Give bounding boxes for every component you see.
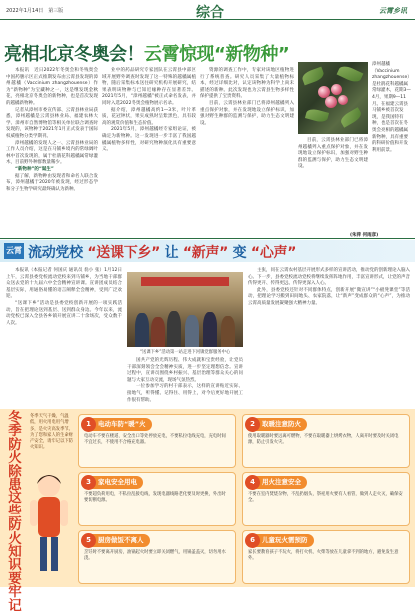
article1-subhead: “新物种”的“诞生” bbox=[15, 166, 54, 172]
fire-tip-text: 家长要教育孩子不玩火，将打火机、火柴等放在儿童拿不到的地方，避免发生意外。 bbox=[248, 550, 399, 562]
berry-shape bbox=[325, 96, 337, 108]
leaf-shape bbox=[339, 107, 364, 128]
fire-tip-box bbox=[242, 472, 410, 526]
fire-tip-title bbox=[247, 418, 307, 431]
audience-figure bbox=[167, 311, 181, 347]
headline2-part3: 让 bbox=[164, 245, 179, 261]
audience-figure bbox=[135, 313, 149, 347]
article1-col1-para1: 本报讯 近日2022年冬奥会和冬残奥会中国药膳示区正式推期发布由云霄县发现的漳州越橘（Vaccinium zhangzhouense）作为“新物种”为宝藏种之一，这是继发现金秋花，亮相北京冬奥会的新物种，也是首次发现的越橘新物种。 bbox=[6, 68, 98, 106]
newspaper-brand: 云霄乡讯 bbox=[379, 7, 407, 15]
fire-tip-text: 不要超负荷用电，不私拉乱接电线，发现电器线路老化要及时更换，外出时要切断电源。 bbox=[84, 492, 226, 504]
fire-tip-box bbox=[78, 472, 236, 526]
page-header bbox=[0, 0, 415, 20]
section-title: 综合 bbox=[196, 5, 224, 21]
fire-tip-number: 5 bbox=[81, 533, 96, 548]
article1-column-1 bbox=[6, 68, 98, 236]
article2-column-1 bbox=[6, 268, 122, 404]
fire-tip-title bbox=[83, 476, 143, 489]
berry-shape bbox=[338, 95, 348, 105]
fire-tip-title-text: 儿童玩火需预防 bbox=[262, 536, 308, 544]
article2-column-2 bbox=[127, 358, 243, 406]
fire-tip-title bbox=[247, 534, 314, 547]
article1-column-4 bbox=[298, 138, 368, 230]
leaf-shape bbox=[301, 67, 326, 86]
vaccinium-photo bbox=[298, 62, 368, 134]
issue-date: 2022年1月14日 第三版 bbox=[6, 8, 64, 14]
article1-col2-para1: 业中的药品研究专家团队在云霄县中部区域开展野外调查时发现了这一特殊的越橘属植物，随后采集标本送往研究机构开展研究，结果表明该物种与已知近缘种存在显著差异。2021年5月，“漳州越橘”被正式命名发表，并同时入选2022冬奥会植物展示名录。 bbox=[102, 68, 196, 106]
article1-col1-para4: 据了解，新物种由发现者和命名人联合发布，漳州越橘于2020年被发现，经过形态学和分子生物学研究最终确认为新种。 bbox=[6, 173, 98, 192]
article1-headline bbox=[4, 40, 289, 66]
lecture-photo-caption: “送课下乡”活动第一站走进下河镇党群服务中心 bbox=[139, 350, 231, 355]
fire-tip-title-text: 用火注意安全 bbox=[262, 478, 301, 486]
article1-col1-para2: 记者从漳州市委宣传部、云霄县林业局获悉，漳州越橘是云霄县林业局、福建农林大学、漳州市自然博物馆等相关单位联合调查时发现的，该物种于2021年1月正式发表于国际权威植物分类学期刊。 bbox=[6, 107, 98, 139]
article2-col2-para1: 国共产党的光辉历程、伟大成就和宝贵经验，让党员干部深刻领会全会精神实质，进一步坚定理想信念。宣讲过程中，宣讲员围绕乡村振兴、基层治理等群众关心的问题与大家互动交流，现场气氛热烈。 bbox=[127, 358, 243, 383]
yunxiao-label-icon: 云霄 bbox=[4, 243, 24, 259]
article2-column-3 bbox=[248, 268, 410, 404]
article1-column-2 bbox=[102, 68, 196, 236]
article1-col3-para1: 资源的调查工作中，专家对该地区植物进行了系统普查。研究人员采集了大量植物标本，经过详细比对，认定该物种为科学上尚未描述的新种。此次发现也为云霄县生物多样性保护提供了宝贵资料。 bbox=[200, 68, 294, 100]
headline2-part4: “新声” bbox=[182, 245, 229, 261]
audience-figure bbox=[203, 312, 217, 347]
headline2-part1: 流动党校 bbox=[28, 245, 83, 261]
article2-col2-para2: 一位参加学习的村干部表示，这样的宣讲贴近实际、接地气，听得懂、记得住、用得上，对今后更好地开展工作很有帮助。 bbox=[127, 384, 243, 403]
fire-tip-number: 1 bbox=[81, 417, 96, 432]
article2-col3-para1: 主张，同在云霄农村基层开展形式多样的宣讲活动，推动党的创新理论入脑入心。下一步，县委党校流动党校将继续发挥阵地作用，丰富宣讲形式，让党的声音传得更开、传得更远、传得更深入人心。 bbox=[248, 268, 410, 287]
fire-tip-number: 3 bbox=[81, 475, 96, 490]
fire-tip-box bbox=[78, 530, 236, 584]
fire-tip-number: 2 bbox=[245, 417, 260, 432]
fire-tip-number: 4 bbox=[245, 475, 260, 490]
fire-tip-title bbox=[83, 418, 152, 431]
article1-col2-para2: 据介绍，漳州越橘高约1—3米，叶片革质，花冠钟状，果实成熟时呈紫黑色，具有较高的观赏价值和生态价值。 bbox=[102, 107, 196, 126]
article1-col1-para3: 漳州越橘的发现人之一、云霄县林业局的工作人员介绍，这是在马铺乡境内的常绿阔叶林中首次发现的，属于杜鹃花科越橘属常绿灌木，目前野外种群数量稀少。 bbox=[6, 140, 98, 166]
headline2-part2: “送课下乡” bbox=[87, 245, 160, 261]
berry-shape bbox=[331, 84, 342, 95]
fire-tip-text: 使用取暖器时要远离可燃物，不要在取暖器上烘烤衣物，人离开时要及时关闭电源，防止引发火灾。 bbox=[248, 434, 399, 446]
lecture-photo bbox=[127, 272, 243, 347]
plant-side-caption: 漳州越橘（Vaccinium zhangzhouense）是杜鹃花科越橘属常绿灌木，花期3—4月，果期9—11月。在福建云霄县马铺乡被首次发现，是我国特有种，也是首次在冬奥会亮相的越橘属新物种，具有重要的科研价值和开发利用前景。 bbox=[372, 62, 412, 153]
fire-tip-text: 电动车不要在楼道、安全出口等处停放充电，不要私拉电线充电，充电时间不宜过长，不使用不合格充电器。 bbox=[84, 434, 226, 446]
fire-tip-title bbox=[83, 534, 150, 547]
fire-tip-text: 烹饪时不要离开厨房，油锅起火时要立即关闭燃气，用锅盖盖灭，切勿用水浇。 bbox=[84, 550, 226, 562]
fire-safety-vertical-title: 冬季防火除患这些防火知识要牢记 bbox=[8, 410, 22, 614]
article1-headline-part1: 亮相北京冬奥会！ bbox=[4, 44, 144, 65]
fire-tip-title-text: 取暖注意防火 bbox=[262, 420, 301, 428]
fire-tip-number: 6 bbox=[245, 533, 260, 548]
article1-col4-para1: 目前，云霄县林业部门已将漳州越橘列入重点保护对象，并在发现地设立保护标识，加强对野生种群的监测与保护，助力生态文明建设。 bbox=[298, 138, 368, 170]
article1-author: (朱萍 何雨彦) bbox=[350, 233, 379, 238]
fire-tip-box bbox=[78, 414, 236, 468]
article1-col3-para2: 目前，云霄县林业部门已将漳州越橘列入重点保护对象，并在发现地设立保护标识，加强对野生种群的监测与保护，助力生态文明建设。 bbox=[200, 100, 294, 126]
article2-col1-para2: “送课下乡”活动是县委党校创新开展的一项实践活动，旨在把理论送到基层、送到群众身边。今年以来，流动党校已深入全县各乡镇开展宣讲二十余场次，受众数千人次。 bbox=[6, 300, 122, 326]
red-banner-shape bbox=[141, 277, 229, 286]
headline2-part6: “心声” bbox=[250, 245, 297, 261]
article2-headline bbox=[28, 242, 296, 262]
article1-headline-part2: 云霄惊现“新物种” bbox=[144, 44, 290, 65]
headline2-part5: 变 bbox=[232, 245, 247, 261]
fire-tip-text: 不要在室内焚烧杂物，不乱扔烟头，祭祀用火要有人看管，做到人走火灭，确保安全。 bbox=[248, 492, 403, 504]
fire-tip-title bbox=[247, 476, 307, 489]
fire-tip-title-text: 电动车防“暖”火 bbox=[98, 420, 146, 428]
audience-figure bbox=[185, 315, 199, 347]
audience-figure bbox=[221, 316, 235, 347]
fire-tip-box bbox=[242, 414, 410, 468]
cartoon-girl-illustration bbox=[26, 470, 72, 582]
leaf-shape bbox=[305, 107, 329, 123]
article2-col3-para2: 此外，县委党校还针对不同群体特点，创新开展“微宣讲”“小板凳课堂”等活动，把理论学习搬到田间地头、农家院落，让“新声”变成群众的“心声”，为推动云霄高质量发展凝聚强大精神力量。 bbox=[248, 287, 410, 306]
audience-figure bbox=[151, 317, 165, 347]
article1-col2-para3: 2021年5月，漳州越橘经专家组论证，被确定为新物种。这一发现进一步丰富了我国越橘属植物多样性，对研究物种演化具有重要意义。 bbox=[102, 127, 196, 153]
fire-tip-box bbox=[242, 530, 410, 584]
article1-column-3 bbox=[200, 68, 294, 236]
fire-tip-title-text: 家电安全用电 bbox=[98, 478, 137, 486]
fire-safety-intro: 冬季天气干燥，气温低，用火用电用气增多，是火灾高发季节。为了您和家人的生命财产安全，请牢记以下防火知识。 bbox=[30, 414, 73, 451]
article2-col1-para1: 本报讯（本报记者 何国庆 通讯员 翁小 张）1月12日上午，云霄县委党校流动党校来到马铺乡，为当地干部群众送去党的十九届六中全会精神宣讲课。宣讲团成员结合基层实际，用通俗易懂的语言阐释全会精神，受到广泛欢迎。 bbox=[6, 268, 122, 300]
fire-tip-title-text: 厨房做饭不离人 bbox=[98, 536, 144, 544]
section-divider bbox=[0, 238, 415, 239]
leaf-shape bbox=[337, 63, 364, 84]
